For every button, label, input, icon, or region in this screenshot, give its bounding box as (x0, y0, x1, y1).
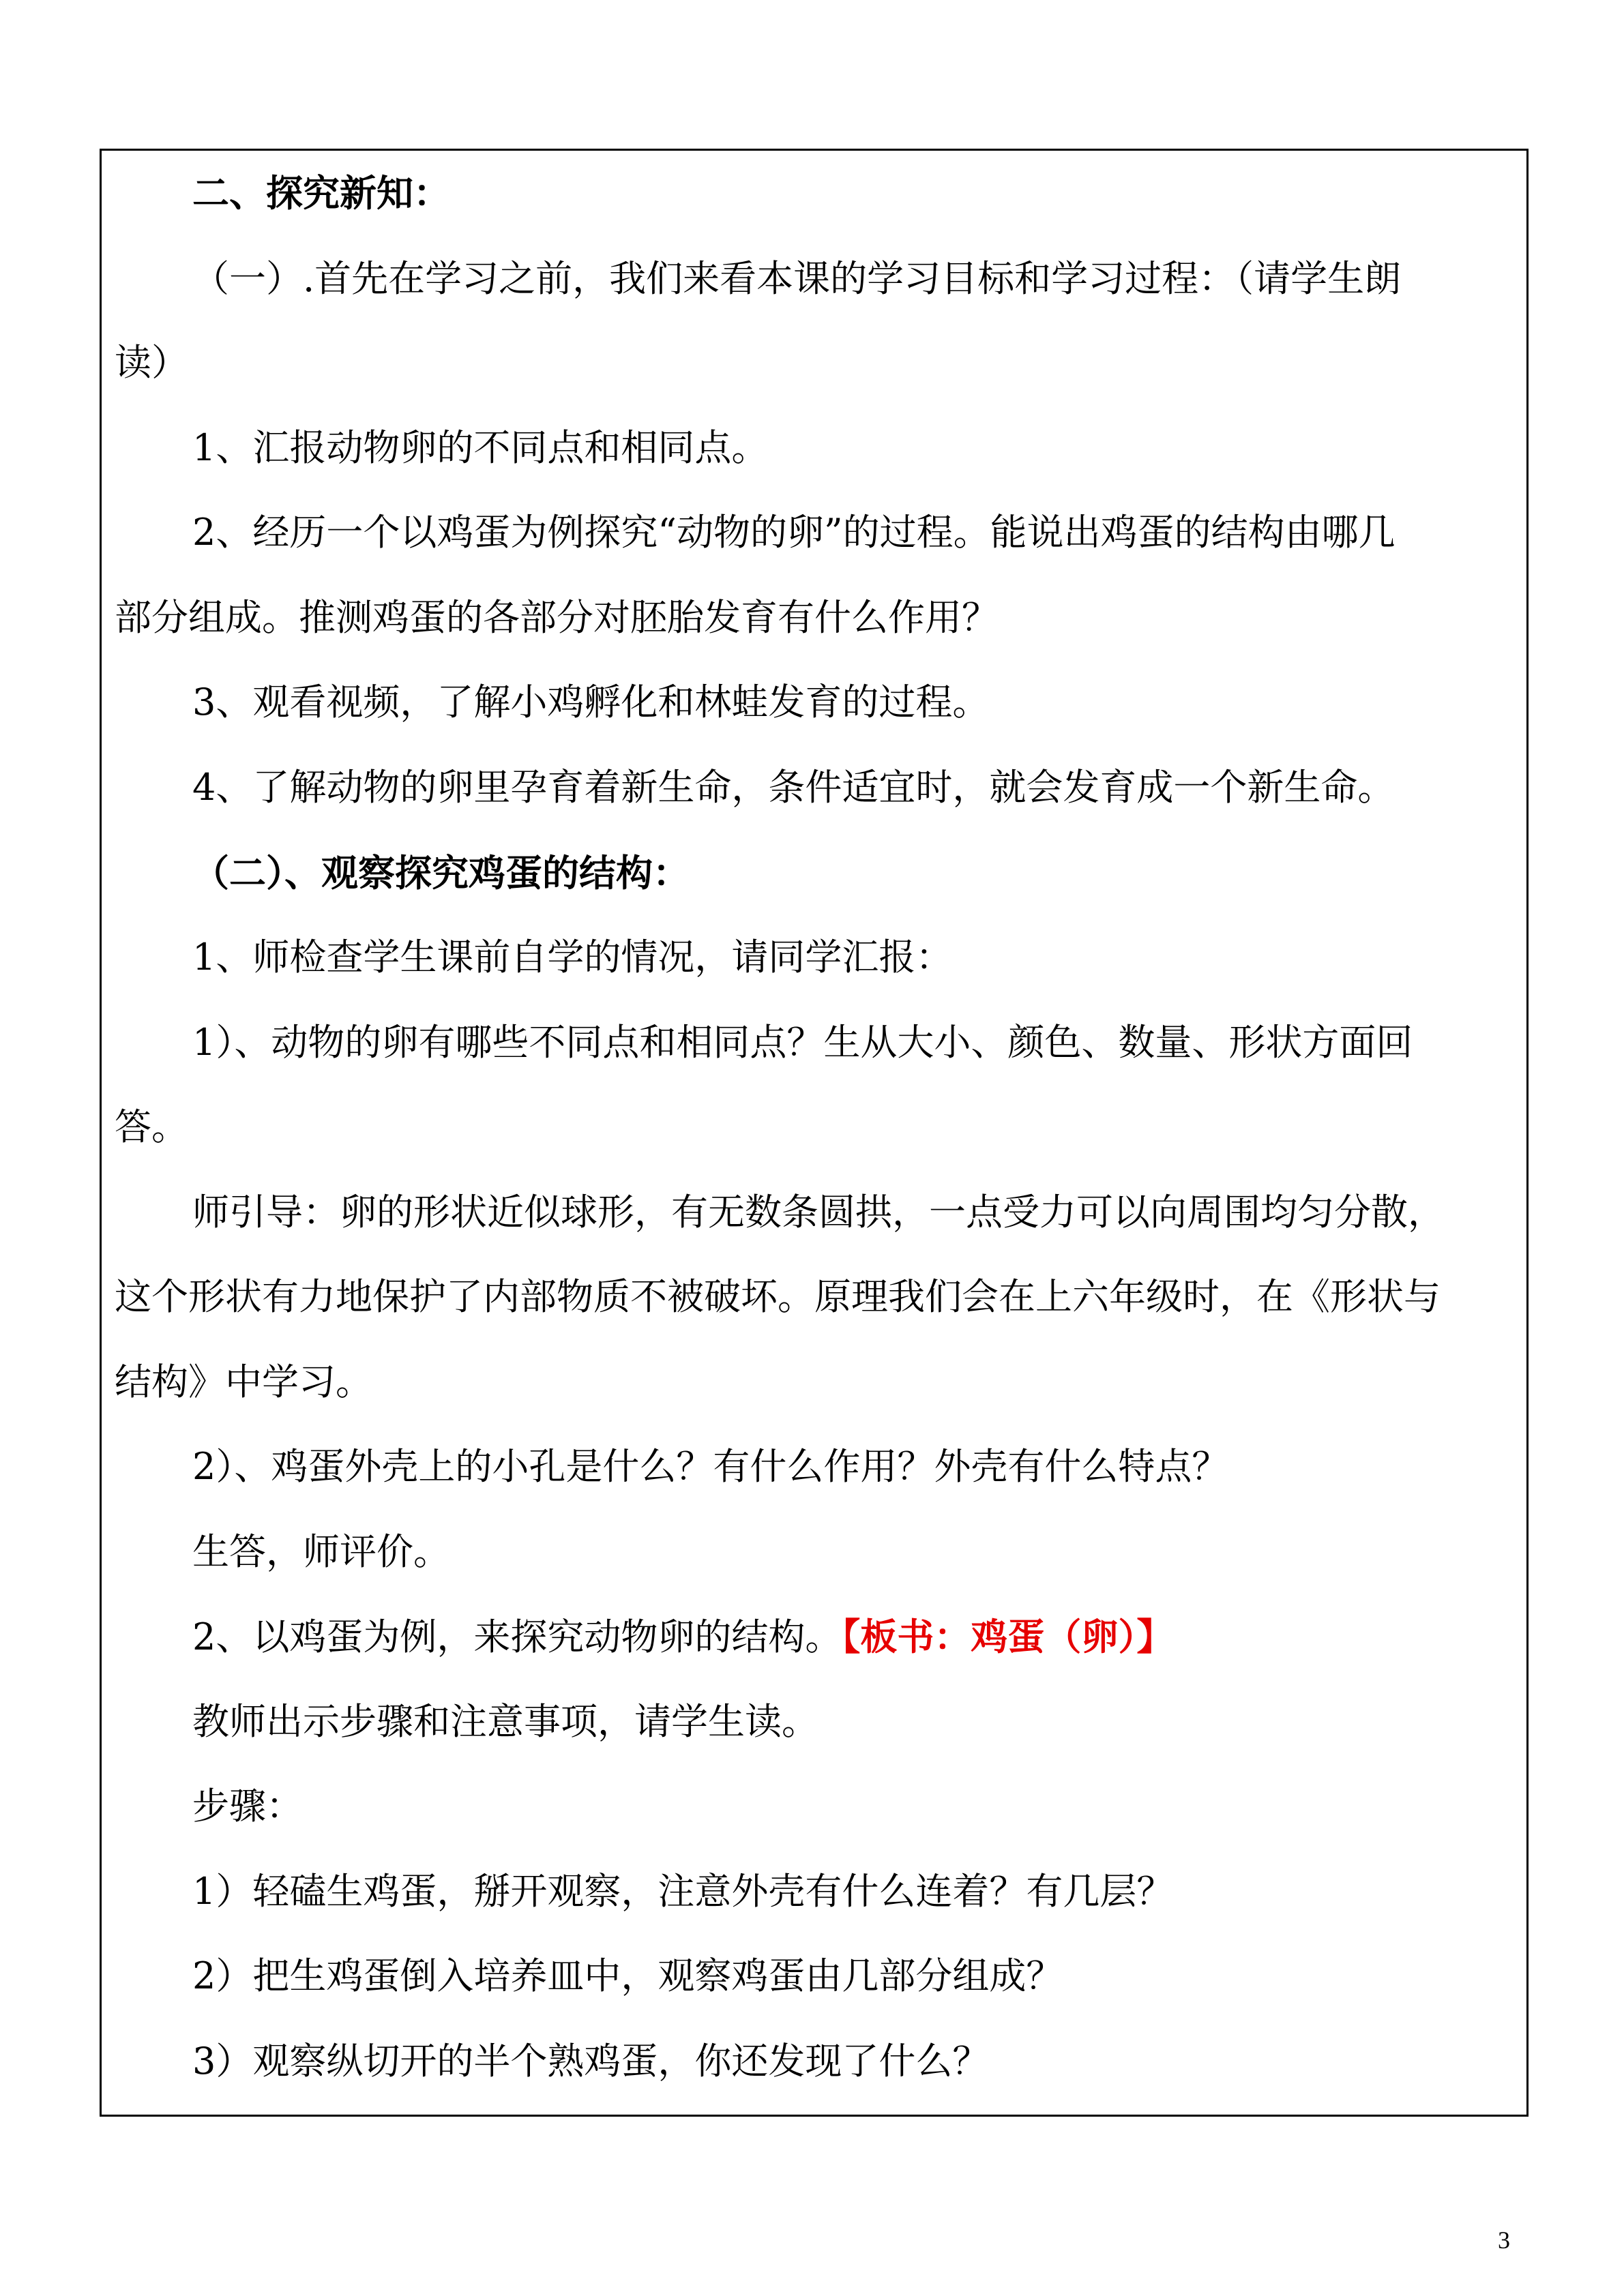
check-line-6: 结构》中学习。 (115, 1360, 372, 1403)
page-number: 3 (1498, 2226, 1510, 2254)
check-line-1: 1、师检查学生课前自学的情况，请同学汇报： (192, 936, 953, 979)
check-line-7: 2）、鸡蛋外壳上的小孔是什么？有什么作用？外壳有什么特点？ (192, 1445, 1229, 1488)
check-line-5: 这个形状有力地保护了内部物质不被破坏。原理我们会在上六年级时，在《形状与 (115, 1275, 1441, 1318)
check-line-4: 师引导：卵的形状近似球形，有无数条圆拱，一点受力可以向周围均匀分散， (192, 1191, 1445, 1234)
intro-line-2: 读） (115, 341, 188, 384)
check-line-3: 答。 (115, 1105, 188, 1148)
goal-3: 3、观看视频，了解小鸡孵化和林蛙发育的过程。 (192, 681, 990, 724)
section-title: 二、探究新知： (192, 171, 450, 215)
subsection-title: （二）、观察探究鸡蛋的结构： (192, 851, 690, 895)
example-text: 2、以鸡蛋为例，来探究动物卵的结构。 (192, 1615, 842, 1658)
intro-line-1: （一）.首先在学习之前，我们来看本课的学习目标和学习过程：（请学生朗 (192, 257, 1402, 300)
step-2: 2）把生鸡蛋倒入培养皿中，观察鸡蛋由几部分组成？ (192, 1954, 1063, 1997)
check-line-8: 生答，师评价。 (192, 1530, 450, 1573)
goal-4: 4、了解动物的卵里孕育着新生命，条件适宜时，就会发育成一个新生命。 (192, 766, 1395, 809)
check-line-2: 1）、动物的卵有哪些不同点和相同点？生从大小、颜色、数量、形状方面回 (192, 1021, 1413, 1064)
steps-label: 步骤： (192, 1785, 303, 1828)
goal-2: 2、经历一个以鸡蛋为例探究“动物的卵”的过程。能说出鸡蛋的结构由哪几 (192, 511, 1396, 554)
step-1: 1）轻磕生鸡蛋，掰开观察，注意外壳有什么连着？有几层？ (192, 1870, 1174, 1913)
teacher-note: 教师出示步骤和注意事项，请学生读。 (192, 1700, 818, 1743)
goal-2-cont: 部分组成。推测鸡蛋的各部分对胚胎发育有什么作用？ (115, 596, 999, 639)
goal-1: 1、汇报动物卵的不同点和相同点。 (192, 426, 769, 469)
step-3: 3）观察纵切开的半个熟鸡蛋，你还发现了什么？ (192, 2040, 990, 2083)
example-line (192, 1613, 1173, 1660)
board-note: 【板书：鸡蛋（卵）】 (842, 1615, 1174, 1658)
